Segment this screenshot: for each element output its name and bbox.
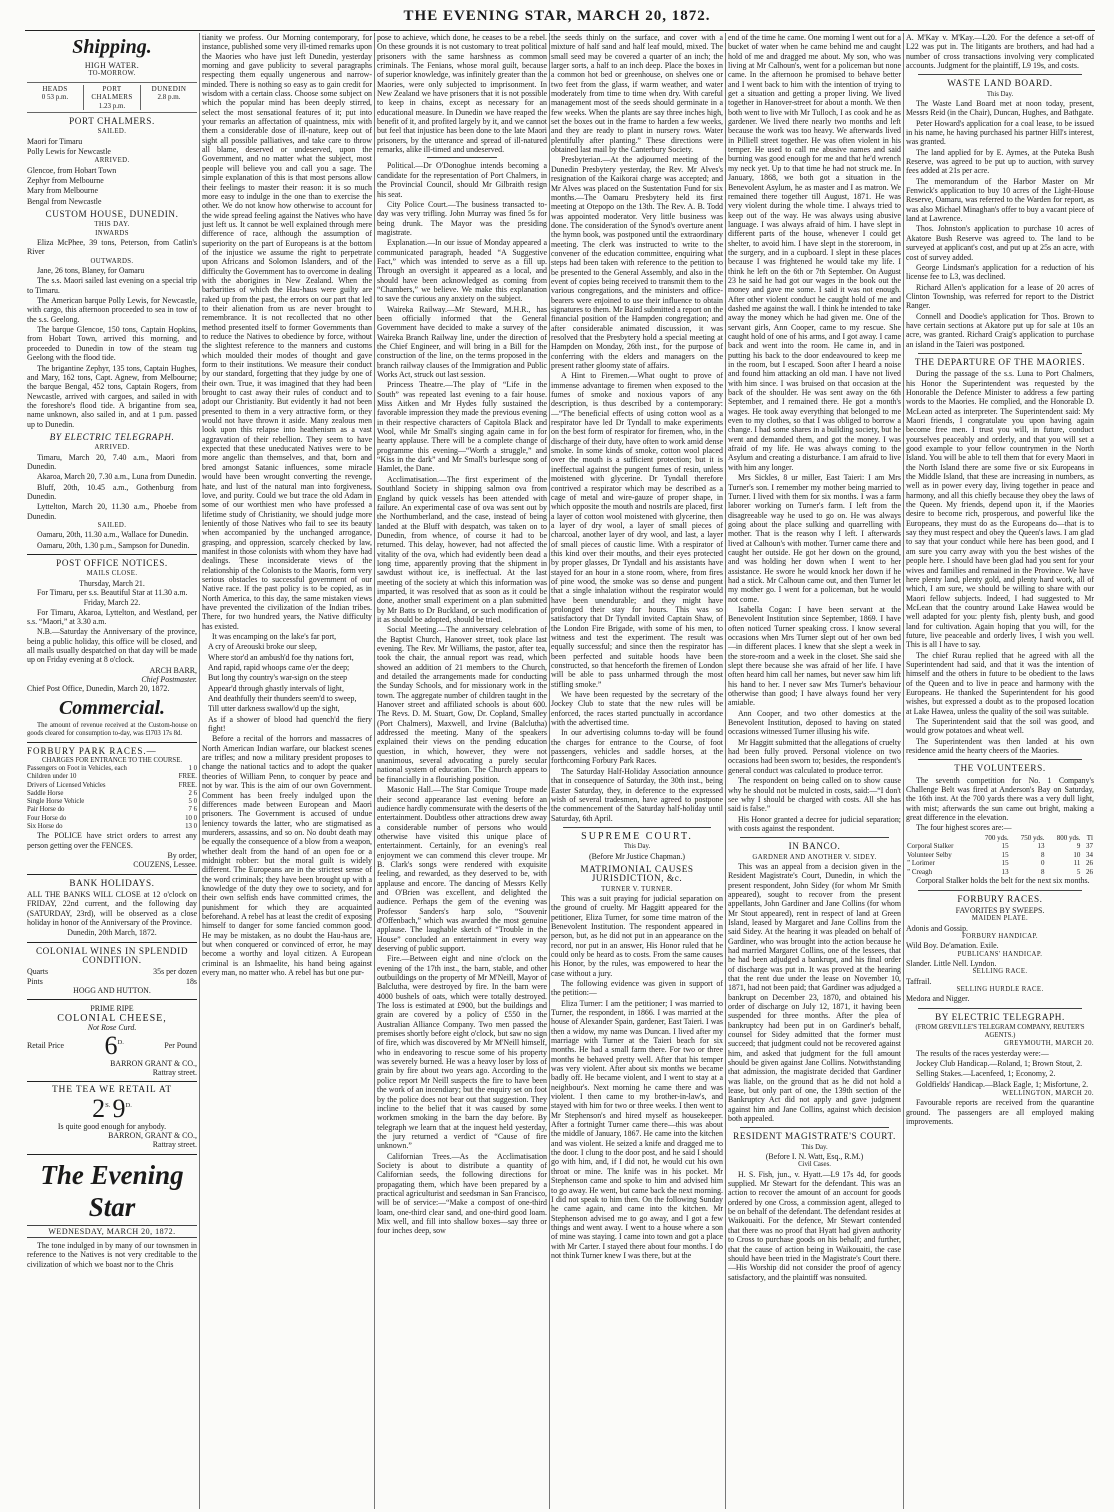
paragraph: Masonic Hall.—The Star Comique Troupe made their second appearance last evening before an audience hardly commensurate with the deserts of the entertainment. Doubtless other attractions drew away a considerable number of persons who would otherwise have visited this unique place of entertainment. Certainly, for an evening's real enjoyment we can commend this clever troupe. Mr B. Clark's songs were rendered with exquisite feeling, and rewarded, as they deserved to be, with applause and encore. The dancing of Messrs Kelly and O'Brien was excellent, and delighted the audience. Perhaps the gem of the evening was Professor Sanders's harp solo, “Souvenir d'Offenbach,” which was awarded the most genuine applause. The laughable sketch of “Trouble in the House” concluded an entertainment in every way deserving of public support.	[377, 785, 547, 953]
poem-line: Where stor'd an ambush'd foe thy nations fort,	[208, 652, 354, 662]
paragraph: The amount of revenue received at the Custom-house on goods cleared for consumption to-day, was £l703 17s 8d.	[27, 721, 197, 737]
race-favorites: Medora and Nigger.	[906, 994, 970, 1004]
column-6	[906, 33, 1094, 1509]
poem-line: As if a shower of blood had quench'd the fiery fight!	[208, 714, 372, 734]
paragraph: In our advertising columns to-day will be found the charges for entrance to the Course, of foot passengers, vehicles and saddle horses, at the forthcoming Forbury Park Races.	[551, 728, 723, 766]
tide-table	[27, 82, 197, 114]
price-row: Quarts 35s per dozen	[27, 967, 197, 977]
paragraph: Before a recital of the horrors and massacres of North American Indian warfare, our blackest scenes are trifles; and now a military president proposes to change the national tactics and to adopt the quaker theories of William Penn, to conquer by peace and not by war. This is the aim of our own Government. Comment has been freely indulged upon the differences made between European and Maori prisoners. The Government is accused of undue leniency towards the latter, who are stigmatised as murderers, assassins, and so on. No doubt death may be equally the consequence of a blow from a weapon, whether dealt from the hand of an open foe or a midnight robber: but the moral guilt is widely different. The Europeans are in the strictest sense of the word criminals; they have been brought up with a knowledge of the duty they owe to society, and for their own selfish ends have committed crimes, the punishment for which they are acquainted beforehand. A rebel has at least the credit of exposing himself to danger for some fancied common good. He may be mistaken, as no doubt the Hau-haus are, but when conquered or convinced of error, he may become a worthy and loyal citizen. A European criminal is an Ishmaelite, his hand being against every man, no matter who. A rebel has but one pur-	[202, 734, 372, 978]
bank-holidays-heading: BANK HOLIDAYS.	[69, 877, 155, 888]
list-item: Bengal from Newcastle	[27, 196, 102, 206]
divider	[918, 353, 1082, 354]
dateline: GREYMOUTH, MARCH 20.	[1004, 1040, 1094, 1048]
signature: ARCH BARR,	[149, 665, 197, 675]
ad-line: Not Rose Curd.	[87, 1023, 137, 1033]
divider	[918, 890, 1082, 891]
price-row: Six Horse do 13 0	[27, 823, 197, 831]
paragraph: We have been requested by the secretary of the Jockey Club to state that the new rules will be enforced, the races started punctually in accordance with the advertised time.	[551, 690, 723, 728]
date-label: Thursday, March 21.	[79, 578, 145, 588]
paragraph: Corporal Stalker holds the belt for the next six months.	[916, 876, 1090, 886]
cheese-heading: COLONIAL CHEESE,	[57, 1012, 167, 1024]
divider	[27, 742, 197, 743]
paragraph: Isabella Cogan: I have been servant at the Benevolent Institution since September, 1869. I have often noticed Turner speaking cross. I know several occasions when Mrs Turner slept out of her own bed—in different places. I knew that she slept a week in the store-room and a week in the closet. She said she slept there because she was afraid of her life. I have often heard him call her names, but never saw him lift his hand to her. I never saw Mrs Turner's behaviour otherwise than good; I have always found her very amiable.	[728, 604, 901, 708]
paragraph: The results of the races yesterday were:—	[916, 1048, 1049, 1058]
civil-cases-label: Civil Cases.	[798, 1161, 831, 1169]
signature: COUZENS, Lessee.	[133, 860, 197, 870]
paragraph: The s.s. Maori sailed last evening on a special trip to Timaru.	[27, 276, 197, 295]
list-item: Maori for Timaru	[27, 136, 83, 146]
paragraph: This was a suit praying for judicial separation on the ground of cruelty. Mr Haggitt appeared for the petitioner, Eliza Turner, for some time matron of the Benevolent Institution. The respondent appeared in person, but, as he did not put in an appearance on the record, nor put in an answer, His Honor ruled that he could only be heard as to costs. From the same causes his Honor, by the rules, was empowered to hear the case without a jury.	[551, 893, 723, 978]
divider	[27, 1154, 197, 1155]
outwards-label: OUTWARDS.	[90, 257, 134, 265]
poem-line: It was encamping on the lake's far port,	[212, 632, 337, 641]
case-title: GARDNER AND ANOTHER V. SIDEY.	[752, 853, 877, 861]
divider	[427, 157, 497, 158]
volunteers-heading: THE VOLUNTEERS.	[954, 763, 1046, 774]
this-day-label: This Day.	[623, 843, 651, 851]
paragraph: The respondent on being called on to show cause why he should not be mulcted in costs, said:—“I don't see why I should be charged with costs. All she has said is false.”	[728, 776, 901, 814]
paragraph: end of the time he came. One morning I went out for a bucket of water when he came behind me and caught hold of me and dragged me about. My son, who was living at Mr Calhoun's, went for a policeman but none came. In the afternoon he promised to behave better and I went back to him with the intention of trying to get a situation and getting a proper living. We lived together in Hanover-street for about a month. We then both went to live with Mr Tulloch, I as cook and he as gardener. We lived there nearly two months and left because the work was too heavy. We afterwards lived in Pilliell street together. He was often violent in his temper. He used to call me abusive names and said burning was good enough for me and that he'd wrench my neck yet. Up to that time he had not struck me. In January, 1868, we both got a situation in the Benevolent Asylum, he as master and I as matron. We remained there together till August, 1871. He was very violent during the whole time. I always tried to keep out of the way. He was always using abusive language. I was always afraid of him. I have slept in different parts of the house, whenever I could get shelter, to avoid him. I have slept in the storeroom, in the surgery, and in a cupboard. I slept in these places because I was frightened he would take my life. I think he left on the 6th or 7th September. On August 23 he said he had got our wages in the book out the money and gave me some. I said it was not enough. After other violent conduct he caught hold of me and dashed me against the wall. I think he intended to take away the money which he had given me. One of the servant girls, Ann Cooper, came to my rescue. She caught hold of one of his arms, and I got away. I came back and went into the room. He came in, and in putting his back to the door endeavoured to keep me in the room, but I escaped. Soon after I heard a noise and found him attacking an old man. I have not lived with him since. I was bruised on that occasion at the back of the shoulder. He was sent away on the 6th September, and I remained there. He got a month's wages. He took away everything that belonged to me even to my clothes, so that I was obliged to borrow a change. I had some shares in a building society, but he went and demanded them, and got the money. I was afraid of my life. He was always coming to the Asylum and creating a disturbance. I am afraid to live with him any longer.	[728, 33, 901, 472]
paragraph: Richard Allen's application for a lease of 20 acres of Clinton Township, was referred for report to the District Ranger.	[906, 282, 1094, 311]
dateline: WELLINGTON, MARCH 20.	[1002, 1090, 1094, 1098]
list-item: Zephyr from Melbourne	[27, 176, 104, 186]
paragraph: Mr Haggitt submitted that the allegations of cruelty had been fully proved. Personal violence on two occasions had been sworn to; besides, the respondent's general conduct was calculated to produce terror.	[728, 737, 901, 775]
column-rule	[199, 33, 200, 1509]
paragraph: The Saturday Half-Holiday Association announce that in consequence of Saturday, the 30th inst., being Easter Saturday, they, in deference to the expressed wish of several tradesmen, have agreed to postpone the commencement of the Saturday half-holiday until Saturday, 6th April.	[551, 766, 723, 823]
paragraph: Ann Cooper, and two other domestics at the Benevolent Institution, deposed to having on stated occasions witnessed Turner illusing his wife.	[728, 708, 901, 737]
signature: Rattray street.	[152, 1067, 197, 1077]
paragraph: George Lindsman's application for a reduction of his license fee to L3, was declined.	[906, 262, 1094, 282]
list-item: Glencoe, from Hobart Town	[27, 165, 117, 175]
race-label: PUBLICANS' HANDICAP.	[957, 950, 1043, 958]
list-item: Akaroa, March 20, 7.30 a.m., Luna from Dunedin.	[37, 472, 197, 482]
banco-heading: IN BANCO.	[788, 841, 841, 852]
paragraph: Fire.—Between eight and nine o'clock on the evening of the 17th inst., the barn, stable, and other outbuildings on the property of Mr M'Neill, Mayor of Balclutha, were destroyed by fire. In the barn were 4000 bushels of oats, which were totally destroyed. The loss is estimated at £900, but the buildings and grain are covered by a policy of £550 in the Australian Alliance Company. Two men passed the premises shortly before eight o'clock, but saw no sign of fire, which was discovered by Mr M'Neill himself, who in endeavoring to rescue some of his property was severely burned. He was a heavy loser by loss of grain by fire about two years ago. According to the police report Mr Neill suspects the fire to have been the work of an incendiary; but the enquiry set on foot by the police does not bear out that suggestion. They incline to the belief that it was caused by some workmen smoking in the barn the day before. By telegraph we learn that at the inquest held yesterday, the jury returned a verdict of “Cause of fire unknown.”	[377, 954, 547, 1151]
list-item: Mary from Melbourne	[27, 186, 98, 196]
paragraph: The memorandum of the Harbor Master on Mr Fenwick's application to buy 10 acres of the Light-House Reserve, Oamaru, was referred to the Warden for report, as was also Michael Minaghan's offer to buy a vacant piece of land at Lawrence.	[906, 176, 1094, 224]
port-chalmers-heading: PORT CHALMERS.	[69, 116, 155, 127]
price-row: Four Horse do 10 0	[27, 814, 197, 822]
paragraph: Eliza Turner: I am the petitioner; I was married to Turner, the respondent, in 1866. I was married at the house of Alexander Spain, gardener, East Taieri. I was then a widow, my name was Duncan. I lived after my marriage with Turner at the Taieri beach for six months. He had a small farm there. For two or three months he behaved pretty well. After that his temper was very violent. After about six months we became badly off. He became violent, and I went to stay at a neighbour's. Next morning he came there and was violent. I then came to my brother-in-law's, and stayed with him for two or three weeks. I then went to Mr Stephenson's and hired myself as housekeeper. After a fortnight Turner came there—this was about the middle of January, 1867. He came into the kitchen and was violent. He seized a knife and dragged me to the door. I clung to the door post, and he said I should go with him, and, if I did not, he would cut his own throat or mine. The knife was in his pocket. Mr Stephenson came and spoke to him and advised him to go away. He went, but came back the next morning. I did not speak to him then. On the following Sunday he came again, and came into the kitchen. Mr Stephenson advised me to go away, and I got a few things and went away. I went to a house where a son of mine was staying. I came into town and got a place with Mr Carter. I stayed there about four months. I do not think Turner knew I was there, but at the	[551, 998, 723, 1260]
race-favorites: Taffrail.	[906, 976, 932, 986]
this-day-label: THIS DAY.	[94, 221, 130, 229]
wines-heading: COLONIAL WINES IN SPLENDID CONDITION.	[35, 945, 189, 966]
column-3	[377, 33, 547, 1509]
column-rule	[725, 33, 726, 1509]
paragraph: Political.—Dr O'Donoghue intends becoming a candidate for the representation of Port Chalmers, in the Provincial Council, should Mr Gilbraith resign his seat.	[377, 161, 547, 199]
paragraph: Connell and Doodie's application for Thos. Brown to have certain sections at Akatore put up for sale at 10s an acre, was granted. Richard Craig's application to purchase an island in the Taieri was postponed.	[906, 311, 1094, 349]
paragraph: Waireka Railway.—Mr Steward, M.H.R., has been officially informed that the General Government have decided to make a survey of the Waireka Branch Railway line, under the direction of the Chief Engineer, and will bring in a Bill for the construction of the line, on the terms proposed in the branch railway clauses of the Immigration and Public Works Act, struck out last session.	[377, 304, 547, 380]
paper-date: WEDNESDAY, MARCH 20, 1872.	[27, 1225, 197, 1238]
paragraph: pose to achieve, which done, he ceases to be a rebel. On these grounds it is not customary to treat political prisoners with the same harshness as common criminals. The Fenians, whose moral guilt, because of superior knowledge, was infinitely greater than the Maories, were only subjected to imprisonment. In New Zealand we have prisoners that it is not possible to keep in chains, except as necessary for an educational measure. In Dunedin we have reaped the benefit of it, and profited largely by it, and we cannot but feel that injustice has been done to the late Maori prisoners, by the utterance and spread of ill-natured remarks, alike ill-timed and undeserved.	[377, 33, 547, 155]
divider	[740, 1127, 889, 1128]
price-row: Pair Horse do 7 6	[27, 806, 197, 814]
race-label: FORBURY HANDICAP.	[961, 932, 1039, 940]
forbury-ad-subtitle: CHARGES FOR ENTRANCE TO THE COURSE.	[41, 756, 183, 764]
list-item: Timaru, March 20, 7.40 a.m., Maori from Dunedin.	[27, 452, 197, 471]
this-day-label: This Day.	[986, 90, 1014, 98]
paragraph: A. M'Kay v. M'Kay.—L20. For the defence a set-off of L22 was put in. The litigants are brothers, and had had a number of cross transactions involving very complicated accounts. Judgment for the plaintiff, L9 19s, and costs.	[906, 33, 1094, 71]
price-row: Single Horse Vehicle 5 0	[27, 798, 197, 806]
paragraph: The tone indulged in by many of our townsmen in reference to the Natives is not very creditable to the civilization of which we boast nor to the Chris	[27, 1240, 197, 1269]
paragraph: For Timaru, Akaroa, Lyttelton, and Westland, per s.s. “Maori,” at 3.30 a.m.	[27, 607, 197, 626]
waste-land-heading: WASTE LAND BOARD.	[947, 78, 1053, 89]
signature: By order,	[167, 851, 197, 860]
race-favorites: Wild Boy. De'amation. Exile.	[906, 941, 999, 951]
race-favorites: Adonis and Gossip.	[906, 923, 969, 933]
table-row: Volunteer Selby 15 8 10 34	[907, 850, 1093, 859]
this-day-label: This Day.	[801, 1143, 828, 1151]
table-row: ” Lorimer 15 0 11 26	[907, 859, 1093, 868]
paragraph: The Waste Land Board met at noon today, present, Messrs Reid (in the Chair), Duncan, Hughes, and Bathgate.	[906, 99, 1094, 118]
paper-title: The Evening Star	[40, 1159, 184, 1222]
list-item: Lyttelton, March 20, 11.30 a.m., Phoebe from Dunedin.	[27, 502, 197, 521]
paragraph: The land applied for by E. Aymes, at the Puteka Bush Reserve, was agreed to be put up to auction, with survey fees added at 21s per acre.	[906, 147, 1094, 176]
price-row: Saddle Horse 2 6	[27, 789, 197, 797]
signature: BARRON GRANT & CO.,	[110, 1058, 197, 1068]
mails-close-label: MAILS CLOSE.	[86, 570, 138, 578]
table-row: ” Creagh 13 8 5 26	[907, 867, 1093, 876]
race-label: SELLING HURDLE RACE.	[956, 985, 1044, 993]
forbury-races-heading: FORBURY RACES.	[957, 893, 1043, 904]
column-rule	[549, 33, 550, 1509]
commercial-heading: Commercial.	[58, 696, 166, 719]
price-row: Retail Price $6^{D.}$ Per Pound	[27, 1030, 197, 1060]
poem-line: But long thy country's war-sign on the steep	[208, 673, 348, 683]
divider	[918, 74, 1082, 75]
paragraph: Social Meeting.—The anniversary celebration of the Baptist Church, Hanover street, took place last evening. The Rev. Mr Williams, the pastor, after tea, took the chair, the annual report was read, which showed an addition of 21 members to the Church, and detailed the arrangements made for conducting the Sunday Schools, and for missionary work in the town. The aggregate number of children taught in the Hanover street and affiliated schools is about 600. The Revs. D. M. Stuart, Gow, Dr. Copland, Smalley (Port Chalmers), Maxwell, and Irvine (Balclutha) addressed the meeting. Many of the speakers explained their views on the pending education question, in which, however, they were not unanimous, several advocating a purely secular national system of education. The Church appears to be financially in a flourishing position.	[377, 625, 547, 784]
paragraph: For Timaru, per s.s. Beautiful Star at 11.30 a.m.	[37, 587, 188, 597]
paragraph: Princess Theatre.—The play of “Life in the South” was repeated last evening to a fair house. Miss Aitken and Mr Hydes fully sustained the favorable impression they made the previous evening in their respective characters of Capitola Black and Wool, while Mr Small's singing again came in for hearty applause. There will be a complete change of programme this evening—“Worth a struggle,” and “Kiss in the dark” and Mr Small's burlesque song of Hamlet, the Dane.	[377, 380, 547, 474]
signature-title: Chief Postmaster.	[141, 675, 197, 685]
price-row: Drivers of Licensed Vehicles FREE.	[27, 781, 197, 789]
divider	[918, 759, 1082, 760]
post-office-heading: POST OFFICE NOTICES.	[56, 557, 168, 568]
paragraph: Explanation.—In our issue of Monday appeared a communicated paragraph, headed “A Suggestive Fact,” which was intended to serve as a fill up. Through an oversight it appeared as a local, and should have been acknowledged as coming from “Chambers,” we believe. We make this explanation to save the curious any anxiety on the subject.	[377, 238, 547, 304]
paragraph: The brigantine Zephyr, 135 tons, Captain Hughes, and Mary, 162 tons, Capt. Agnew, from Melbourne; the barque Bengal, 452 tons, Captain Rogers, from Newcastle, arrived with cargoes, and sailed in with the foreshore's flood tide. A brigantine from sea, name unknown, also sailed in, and at 1 p.m. passed up to Dunedin.	[27, 363, 197, 429]
paragraph: The barque Glencoe, 150 tons, Captain Hopkins, from Hobart Town, arrived this morning, and proceeded to Dunedin in tow of the steam tug Geelong with the flood tide.	[27, 325, 197, 363]
paragraph: His Honor granted a decree for judicial separation; with costs against the respondent.	[728, 814, 901, 833]
paragraph: Jockey Club Handicap.—Roland, 1; Brown Stout, 2.	[916, 1059, 1083, 1069]
list-item: Oamaru, 20th, 11.30 a.m., Wallace for Dunedin.	[37, 530, 189, 540]
telegraph-source: (FROM GREVILLE'S TELEGRAM COMPANY, REUTER'S AGENTS.)	[915, 1023, 1085, 1040]
divider	[918, 1008, 1082, 1009]
paragraph: The four highest scores are:—	[916, 823, 1012, 833]
paragraph: H. S. Fish, jun., v. Hyatt.—L9 17s 4d, for goods supplied. Mr Stewart for the defendant. This was an action to recover the amount of an account for goods ordered by one Cross, a commission agent, alleged to be on behalf of the defendant. The defendant resides at Waikouaiti. For the defence, Mr Stewart contended that there was no proof that Hyatt had given authority to Cross to purchase goods on his behalf; and further, that the cause of action being in Waikouaiti, the case should have been tried in the Magistrate's Court there.—His Worship did not consider the proof of agency satisfactory, and the plaintiff was nonsuited.	[728, 1169, 901, 1282]
list-item: Polly Lewis for Newcastle	[27, 147, 111, 157]
masthead-rule	[25, 30, 1095, 31]
list-item: Bluff, 20th, 10.45 a.m., Gothenburg from Dunedin.	[27, 482, 197, 501]
divider	[27, 874, 197, 875]
price-figure: $2^{S.}$ $9^{D.}$	[92, 1093, 132, 1123]
tomorrow-label: TO-MORROW.	[88, 70, 136, 78]
race-label: MAIDEN PLATE.	[971, 915, 1029, 923]
paragraph: Presbyterian.—At the adjourned meeting of the Dunedin Presbytery yesterday, the Rev. Mr Alves's resignation of the Kaikorai charge was accepted; and Mr Alves was placed on the Sustentation Fund for six months.—The Oamaru Presbytery held its first meeting at Otepopo on the 13th. The Rev. A. B. Todd was appointed moderator. Very little business was done. The consideration of the Synod's overture anent the hymn book, was postponed until the extraordinary meeting. The clerk was instructed to write to the convener of the education committee, enquiring what steps had been taken with reference to the petition to be presented to the General Assembly, and also in the event of copies being received to transmit them to the various congregations, and the ministers and office-bearers were enjoined to use their influence to obtain signatures to them. Mr Baird submitted a report on the financial position of the Hampden congregation; and after considerable animated discussion, it was resolved that the Presbytery hold a special meeting at Hampden on Monday, 26th inst., for the purpose of conferring with the elders and managers on the present rather gloomy state of affairs.	[551, 155, 723, 371]
paragraph: City Police Court.—The business transacted to-day was very trifling. John Murray was fined 5s for being drunk. The Mayor was the presiding magistrate.	[377, 199, 547, 237]
poem-line: Till utter darkness swallow'd up the sight,	[208, 704, 340, 714]
divider	[740, 837, 889, 838]
sailed-label: SAILED.	[97, 128, 127, 136]
rm-court-heading: RESIDENT MAGISTRATE'S COURT.	[733, 1131, 896, 1142]
paragraph: The American barque Polly Lewis, for Newcastle, with cargo, this afternoon proceeded to sea in tow of the s.s. Geelong.	[27, 296, 197, 324]
poem-line: And deathfully their thunders seem'd to sweep,	[208, 694, 357, 704]
paragraph: The chief Rurau replied that he agreed with all the Superintendent had said, and that it was the intention of himself and the others in future to be obedient to the laws of the Queen and to live in peace and harmony with the Europeans. He thanked the Superintendent for his good wishes, but expressed a doubt as to the proposed location at Lake Hawea, unless the quality of the soil was suitable.	[906, 650, 1094, 716]
paragraph: The Superintendent was then landed at his own residence amid the hearty cheers of the Maories.	[906, 736, 1094, 756]
race-favorites: Slander. Little Nell. Lyndon.	[906, 958, 997, 968]
tide-cell: HEADS 0 53 p.m.	[41, 84, 69, 102]
ad-line: Is quite good enough for anybody.	[57, 1121, 167, 1131]
date-label: Friday, March 22.	[83, 598, 141, 608]
paragraph: N.B.—Saturday the Anniversary of the province, being a public holiday, this office will be closed, and all mails usually despatched on that day will be made up on Friday evening at 8 o'clock.	[27, 627, 197, 665]
sailed-label: SAILED.	[97, 521, 127, 529]
poem-line: A cry of Areouski broke our sleep,	[208, 642, 317, 652]
paragraph: The POLICE have strict orders to arrest any person getting over the FENCES.	[27, 831, 197, 850]
arrived-label: ARRIVED.	[94, 444, 130, 452]
paragraph: Californian Trees.—As the Acclimatisation Society is about to distribute a quantity of Californian seeds, the following directions for propagating them, which have been prepared by a practical agriculturist and seedsman in San Francisco, will be of service:—“Make a compost of one-third loam, one-third clear sand, and one-third good loam. Mix well, and fill into shallow boxes—say three or four inches deep, sow	[377, 1151, 547, 1236]
paragraph: The seventh competition for No. 1 Company's Challenge Belt was fired at Anderson's Bay on Saturday, the 16th inst. At the 700 yards there was a very dull light, with mist; afterwards the sun came out bright, making a great difference in the elevation.	[906, 775, 1094, 823]
divider	[27, 1081, 197, 1082]
masthead: THE EVENING STAR, MARCH 20, 1872.	[403, 8, 711, 24]
paragraph: A Hint to Firemen.—What ought to prove of immense advantage to firemen when exposed to the fumes of smoke and noxious vapors of any description, is thus described by a contemporary:—“The beneficial effects of using cotton wool as a respirator have led Dr Tyndall to make experiments on the best form of respirator for firemen, who, in the discharge of their duty, have often to work amid dense smoke. In some kinds of smoke, cotton wool placed over the mouth is a sufficient protection; but it is ineffectual against the pungent fumes of resin, unless moistened with glycerine. Dr Tyndall therefore contrived a respirator which may be described as a cage of metal and wire-gauze of proper shape, in which opposite the mouth and nostrils are placed, first a layer of cotton wool moistened with glycerine, then a layer of dry wool, a layer of small pieces of charcoal, another layer of dry wool, and last, a layer of small pieces of caustic lime. With a respirator of this kind over their mouths, and their eyes protected by proper glasses, Dr Tyndall and his assistants have stayed for an hour in a stone room, where, from fires of pine wood, the smoke was so dense and pungent that a single inhalation without the respirator would have been unendurable; and they might have prolonged their stay for hours. This was so satisfactory that Dr Tyndall invited Captain Shaw, of the London Fire Brigade, with some of his men, to witness and test the experiment. The result was equally successful; and since then the respirator has been perfected and suitable hoods have been constructed, so that henceforth the firemen of London will be able to pass unharmed through the most stifling smoke.”	[551, 371, 723, 689]
paragraph: Thos. Johnston's application to purchase 10 acres of Akatore Bush Reserve was agreed to. The land to be surveyed at applicant's cost, and put up at 25s an acre, with cost of survey added.	[906, 224, 1094, 262]
shipping-heading: Shipping.	[72, 36, 152, 58]
high-water-heading: HIGH WATER.	[84, 61, 140, 70]
paragraph: Eliza McPhee, 39 tons, Peterson, from Catlin's River	[27, 238, 197, 257]
poem-line: Appear'd through ghastly intervals of light,	[208, 683, 344, 693]
column-1	[27, 33, 197, 1509]
table-header-row: 700 yds. 750 yds. 800 yds. Tl	[984, 833, 1093, 842]
tide-cell: PORT CHALMERS 1.23 p.m.	[83, 85, 140, 111]
tide-cell: DUNEDIN 2.8 p.m.	[140, 85, 197, 111]
paragraph: tianity we profess. Our Morning contemporary, for instance, published some very ill-timed remarks upon the Maories who have just left Dunedin, yesterday morning and gave publicity to several paragraphs respecting them equally ungenerous and narrow-minded. There is nothing so easy as to gain credit for wisdom with a certain class. Choose some subject on which the popular mind has been deeply stirred, select the most sensational features of it; put into your remarks an affectation of quaintness, mix with them a considerable dose of ill-nature, keep out of sight all possible palliatives, and take care to throw all blame, deserved or undeserved, upon the Government, and no matter what the subject, most people will believe you and call you a sage. The simple explanation of this is that most persons allow their feelings to master their reason: it is so much more easy to indulge in the one than to exercise the other. We do not know how otherwise to account for the wide spread feeling against the Natives who have just left us. It cannot be well explained through mere difference of race, although the assumption of superiority on the part of Europeans is at the bottom of the injustice we assume the right to perpetrate upon Africans and Solomon Islanders, and of the difficulty the Government has to overcome in dealing with the aborigines in New Zealand. When the barbarities of which the Hau-haus were guilty are raked up from the past, the errors on our part that led to their alienation from us are never brought to remembrance. It is not recollected that no other method presented itself to former Governments than to reduce the Natives to obedience by force, without the slightest reference to the manners and customs which moulded their modes of thought and gave form to their institutions. We measure their conduct by our standard, forgetting that they judge by one of their own. True, it was imagined that they had been brought to cast away their rules of conduct and to adopt our Christianity. But evidently it had not been presented to them in a very attractive form, or they would not have thrown it aside. Many zealous men look upon this relapse into heathenism as a vast aggravation of their rebellion. They seem to have expected that these uneducated Natives were to be more angelic than themselves, and that, born and bred amongst Satanic influences, some miracle would have been wrought converting the revenge, hate, and lust of the natural man into forgiveness, love, and purity. Could we but trace the old Adam in some of our worthiest men who have professed a lifetime study of Christianity, we should judge more leniently of those Natives who fail to see its beauty when accompanied by the unchanged arrogance, grasping, and oppression, scarcely checked by law, manifest in those colonists with whom they have had dealings. These inconsiderate views of the relationship of the Colonists to the Maoris, form very serious obstacles to successful government of our Native race. If the past policy is to be copied, as in North America, to this day, the same mistaken views have prevented the civilization of the Indian tribes. There, for two hundred years, the Native difficulty has existed.	[202, 33, 372, 631]
favorites-heading: FAVORITES BY SWEEPS.	[955, 905, 1045, 915]
column-rule	[374, 33, 375, 1509]
scores-table	[906, 834, 1094, 877]
race-label: SELLING RACE.	[972, 968, 1028, 976]
arrived-label: ARRIVED.	[94, 157, 130, 165]
paragraph: During the passage of the s.s. Luna to Port Chalmers, his Honor the Superintendent was requested by the Honorable the Defence Minister to address a few parting words to the Maories. He complied, and the Honorable D. McLean acted as interpreter. The Superintendent said: My Maori friends, I congratulate you upon having again become free men. I trust you will, in future, conduct yourselves peaceably and orderly, and that you will set a good example to your fellow countrymen in the North Island. You will be able to tell them that for every Maori in the North Island there are some five or six Europeans in the Middle Island, that these are increasing in numbers, as well as in power every day, living together in peace and harmony, and all this chiefly because they obey the laws of the Queen. My friends, depend upon it, if the Maories desire to become rich, prosperous, and powerful like the Europeans, they must do as the Europeans do—that is to say they must respect and obey the Queen's laws. I am glad to say that your conduct while here has been good, and I am sure you carry away with you the best wishes of the people here. I should have been glad had you sent for your wives and families and remained in the Province. We have here plenty land, plenty gold, and plenty hard work, all of which, I am sure, we should be willing to share with our Maori fellow subjects. Indeed, I had suggested to Mr McLean that the country around Lake Hawea would be well adapted for you: plenty fish, plenty bush, and good land for cultivation. Again hoping that you will, for the future, live peaceable and orderly lives, I wish you well. This is all I have to say.	[906, 369, 1094, 650]
signature: BARRON, GRANT & CO.,	[108, 1130, 197, 1140]
matrimonial-heading: MATRIMONIAL CAUSES JURISDICTION, &c.	[580, 863, 694, 884]
inwards-label: INWARDS	[95, 229, 129, 237]
paragraph: Selling Stakes.—Lacenfeed, 1; Economy, 2.	[916, 1069, 1056, 1079]
paragraph: the seeds thinly on the surface, and cover with a mixture of half sand and half leaf mould, mixed. The small seed may be covered a quarter of an inch; the larger sorts, a half to an inch deep. Place the boxes in a common hot bed or greenhouse, on shelves one or two feet from the glass, if warm weather, and water moderately from time to time when dry. With careful management most of the seeds should germinate in a few weeks. When the plants are say three inches high, set the boxes out in the frame to harden a few weeks, and they are ready to plant in nursery rows. Water plentifully after planting.” These directions were obtained last mail by the Canterbury Society.	[551, 33, 723, 155]
date-label: Dunedin, 20th March, 1872.	[67, 928, 157, 938]
forbury-price-list	[27, 765, 197, 831]
list-item: Oamaru, 20th, 1.30 p.m., Sampson for Dunedin.	[37, 540, 190, 550]
paragraph: This was an appeal from a decision given in the Resident Magistrate's Court, Dunedin, in which the present respondent, John Sidey (for whom Mr Smith appeared), sought to recover from the present appellants, John Gardiner and Jane Collins (for whom Mr Stout appeared), rent in respect of land at Green Island, leased by Margaret and Jane Collins from the said Sidey. At the hearing it was pleaded on behalf of Gardiner, who was brought into the action because he had married Margaret Collins, one of the lessees, that he had been adjudged a bankrupt, and his final order of discharge was put in. It was proved at the hearing that the rent due under the lease on November 10, 1871, had not been paid; that Gardiner was adjudged a bankrupt on December 23, 1870, and obtained his order of discharge on July 12, 1871, it having been suspended for three months. After the plea of bankruptcy had been put in on Gardiner's behalf, counsel for Sidey admitted that the former must succeed; that judgment could not be recovered against him, and asked that judgment for the full amount should be given against Jane Collins. Notwithstanding that admission, the magistrate decided that Gardiner was liable, on the ground that as he did not hold a lease, but only part of one, the 139th section of the Bankruptcy Act did not apply and gave judgment against him and Jane Collins, against which decision both appealed.	[728, 861, 901, 1124]
column-rule	[903, 33, 904, 1509]
case-title: TURNER V. TURNER.	[601, 885, 673, 893]
paragraph: ALL THE BANKS WILL CLOSE at 12 o'clock on FRIDAY, 22nd current, and the following day (SATURDAY, 23rd), will be observed as a close holiday in honor of the Anniversary of the Province.	[27, 890, 197, 928]
supreme-court-heading: SUPREME COURT.	[581, 830, 693, 842]
telegraph-heading: BY ELECTRIC TELEGRAPH.	[935, 1011, 1065, 1022]
divider	[27, 554, 197, 555]
divider	[27, 942, 197, 943]
column-4	[551, 33, 723, 1509]
telegraph-heading: BY ELECTRIC TELEGRAPH.	[49, 431, 175, 442]
poem-line: And rapid, rapid whoops came o'er the deep;	[208, 663, 350, 673]
departure-heading: THE DEPARTURE OF THE MAORIES.	[914, 356, 1086, 367]
column-2	[202, 33, 372, 1509]
paragraph: Chief Post Office, Dunedin, March 20, 1872.	[27, 684, 170, 694]
signature: HOGG AND HUTTON.	[73, 986, 151, 996]
custom-house-heading: CUSTOM HOUSE, DUNEDIN.	[45, 209, 179, 220]
paragraph: The following evidence was given in support of the petition:—	[551, 978, 723, 998]
signature: Rattray street.	[152, 1140, 197, 1150]
judge-label: (Before I. N. Watt, Esq., R.M.)	[765, 1152, 864, 1162]
divider	[27, 999, 197, 1000]
paragraph: Jane, 26 tons, Blaney, for Oamaru	[37, 266, 145, 276]
table-row: Corporal Stalker 15 13 9 37	[907, 842, 1093, 851]
ad-line: PRIME RIPE	[90, 1004, 134, 1014]
paragraph: Favourable reports are received from the quarantine ground. The passengers are all employed making improvements.	[906, 1098, 1094, 1127]
price-row: Pints 18s	[27, 976, 197, 986]
column-5	[728, 33, 901, 1509]
paragraph: Acclimatisation.—The first experiment of the Southland Society in shipping salmon ova from England by quick vessels has been attended with failure. An experimental case of ova was sent out by the Northumberland, and the case, instead of being landed at the Bluff with despatch, was taken on to Dunedin, from whence, of course it had to be returned. This delay, however, had not affected the vitality of the ova, which had evidently been dead a long time, apparently proving that the shipment in sawdust without ice, is ineffectual. At the last meeting of the society at which this information was imparted, it was resolved that as soon as it could be done, another small experiment on a plan submitted by Mr Batts to Dr Buckland, or such modification of it as should be adopted, should be tried.	[377, 474, 547, 624]
paragraph: The Superintendent said that the soil was good, and would grow potatoes and wheat well.	[906, 717, 1094, 736]
paragraph: Mrs Sickles, 8 ur miller, East Taieri: I am Mrs Turner's son. I remember my mother being married to Turner. I lived with them for six months. I was a farm laborer working on Turner's farm. I left from the disagreeable way he used to go on. He was always going about the place sulking and quarrelling with mother. That is the reason why I left. I afterwards lived at Calhoun's with mother. Turner came there and caught her outside. He got her down on the ground, and was holding her down when I went to her assistance. He swore he would knock her down if he had a stick. Mr Calhoun came out, and then Turner let my mother go. I went for a policeman, but he would not come.	[728, 473, 901, 604]
price-row: Children under 10 FREE.	[27, 773, 197, 781]
divider	[563, 827, 711, 828]
paragraph: Peter Howard's application for a coal lease, to be issued in his name, he having purchased his partner Hill's interest, was granted.	[906, 118, 1094, 147]
price-row: Passengers on Foot in Vehicles, each 1 0	[27, 764, 197, 772]
paragraph: Goldfields' Handicap.—Black Eagle, 1; Misfortune, 2.	[916, 1079, 1089, 1089]
judge-label: (Before Mr Justice Chapman.)	[589, 851, 685, 861]
price-figure: $6^{D.}$	[104, 1030, 124, 1060]
tea-heading: THE TEA WE RETAIL AT	[51, 1085, 173, 1096]
forbury-ad-title: FORBURY PARK RACES.—	[27, 746, 157, 757]
